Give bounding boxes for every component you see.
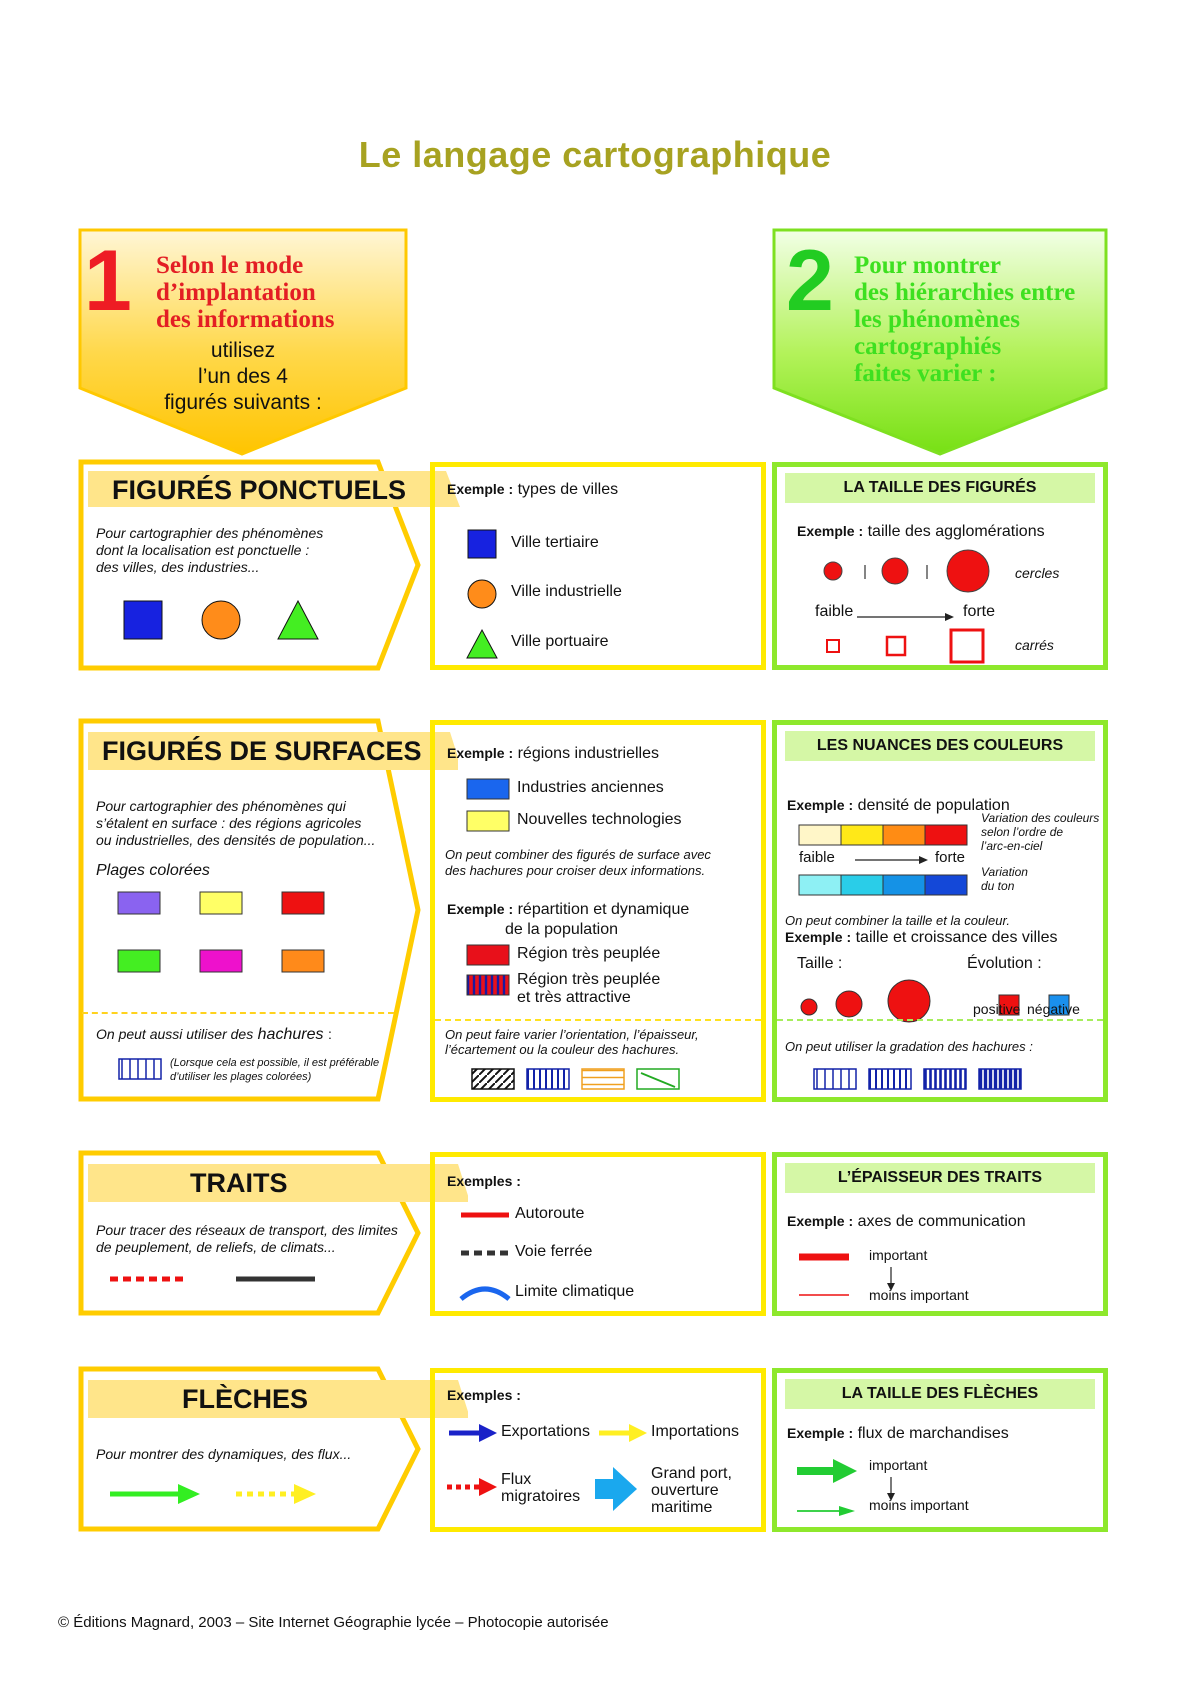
hachure-gradation — [813, 1067, 1053, 1093]
panel-exemples-fleches: Exemples : Exportations Importations Flux migratoires Grand port, ouverture maritime — [430, 1368, 766, 1532]
ponctuels-title: FIGURÉS PONCTUELS — [112, 475, 407, 505]
legend-ville-portuaire: Ville portuaire — [511, 633, 609, 650]
legend-ville-tertiaire: Ville tertiaire — [511, 534, 599, 551]
header-hierarchies — [772, 228, 1108, 458]
ponctuels-symbols — [118, 597, 368, 647]
panel-exemple-surfaces: Exemple : régions industrielles Industries anciennes Nouvelles technologies On peut combiner des figurés de surface avec des hachures pour croiser deux informations. Exemple : répartition et dynamique de la population Région très peuplée Région très peuplée et très attractive On peut faire varier l’orientation, l’épaisseur, l’écartement ou la couleur des hachures. — [430, 720, 766, 1102]
legend-ville-industrielle: Ville industrielle — [511, 583, 622, 600]
ponctuels-desc: Pour cartographier des phénomènes dont la localisation est ponctuelle : des villes, des industries... — [96, 525, 324, 575]
fleches-title: FLÈCHES — [182, 1384, 309, 1414]
traits-title: TRAITS — [190, 1168, 288, 1198]
color-scales — [797, 823, 977, 913]
hachures-word: hachures — [257, 1026, 324, 1043]
header2-text: Pour montrer des hiérarchies entre les phénomènes cartographiés faites varier : — [854, 252, 1076, 387]
panel-traits: TRAITS Pour tracer des réseaux de transport, des limites de peuplement, de reliefs, de climats... — [78, 1150, 423, 1316]
header2-number: 2 — [786, 233, 834, 329]
header-mode-implantation — [78, 228, 408, 458]
hachures-note: (Lorsque cela est possible, il est préférable d’utiliser les plages colorées) — [170, 1057, 380, 1083]
header1-red-text: Selon le mode d’implantation des informations — [156, 252, 335, 333]
panel-figures-surfaces: FIGURÉS DE SURFACES Pour cartographier des phénomènes qui s’étalent en surface : des régions agricoles ou industrielles, des densités de population... Plages colorées On peut aussi utiliser des hachures : (Lorsque cela est possible, il est préférable d’utiliser les plages colorées) — [78, 718, 423, 1102]
header1-number: 1 — [84, 233, 132, 329]
footer-copyright: © Éditions Magnard, 2003 – Site Internet Géographie lycée – Photocopie autorisée — [58, 1614, 609, 1631]
taille-figures-band: LA TAILLE DES FIGURÉS — [785, 473, 1095, 503]
surfaces-desc: Pour cartographier des phénomènes qui s’étalent en surface : des régions agricoles ou industrielles, des densités de population... — [96, 798, 376, 848]
panel-taille-figures: LA TAILLE DES FIGURÉS Exemple : taille des agglomérations cercles faible forte carrés — [772, 462, 1108, 670]
hachure-sample — [118, 1058, 164, 1082]
header1-black-text: utilisez l’un des 4 figurés suivants : — [164, 339, 322, 414]
panel-figures-ponctuels — [78, 459, 423, 671]
page-title: Le langage cartographique — [358, 134, 832, 175]
panel-nuances-couleurs: LES NUANCES DES COULEURS Exemple : densité de population faible forte Variation des couleurs selon l’ordre de l’arc-en-ciel Variation du ton On peut combiner la taille et la couleur. Exemple : taille et croissance des villes Taille : Évolution : positive négative On peut utiliser la gradation des hachures : — [772, 720, 1108, 1102]
plages-colorees — [116, 890, 346, 990]
panel-exemple-villes: Exemple : types de villes Ville tertiaire Ville industrielle Ville portuaire — [430, 462, 766, 670]
panel-taille-fleches: LA TAILLE DES FLÈCHES Exemple : flux de marchandises important moins important — [772, 1368, 1108, 1532]
panel-exemples-traits: Exemples : Autoroute Voie ferrée Limite climatique — [430, 1152, 766, 1316]
panel-fleches: FLÈCHES Pour montrer des dynamiques, des flux... — [78, 1366, 423, 1532]
villes-exemple: types de villes — [517, 481, 619, 498]
panel-epaisseur-traits: L’ÉPAISSEUR DES TRAITS Exemple : axes de communication important moins important — [772, 1152, 1108, 1316]
hachure-variations — [471, 1067, 701, 1093]
surfaces-title: FIGURÉS DE SURFACES — [102, 736, 422, 766]
